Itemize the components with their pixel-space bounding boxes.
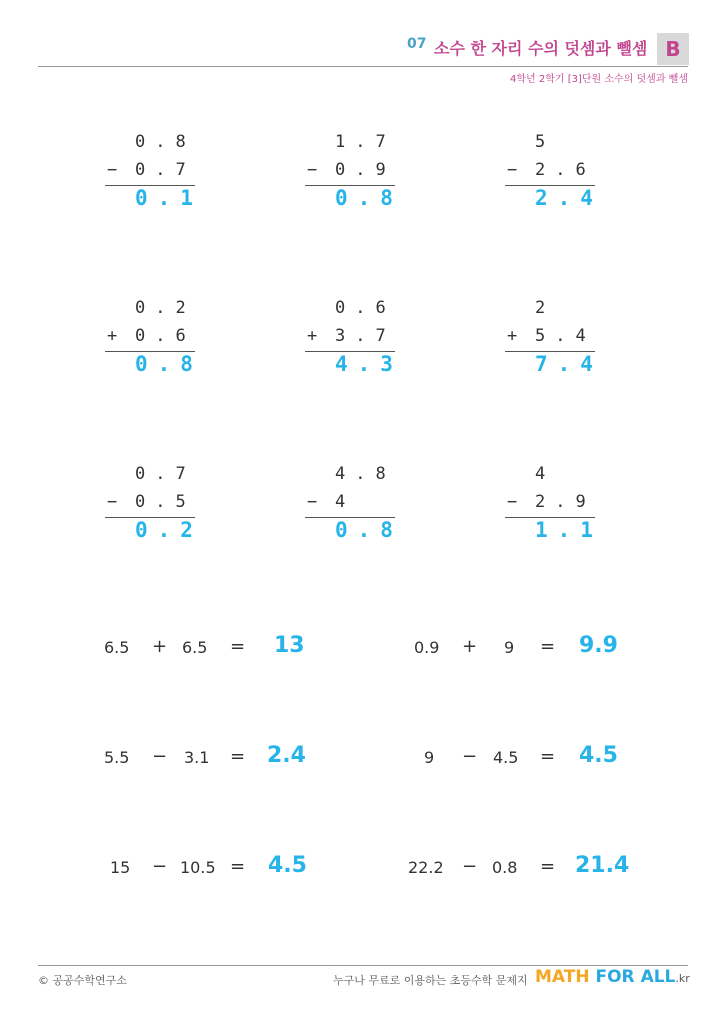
- operator: +: [462, 636, 478, 657]
- vertical-problem-6: [505, 298, 615, 378]
- operator: −: [107, 492, 118, 512]
- vertical-problem-2: [305, 132, 415, 212]
- answer: 2.4: [535, 186, 603, 210]
- first-number: 22.2: [408, 858, 444, 877]
- top-number: 4.8: [335, 464, 396, 484]
- vertical-problem-7: [105, 464, 215, 544]
- operator: −: [507, 160, 518, 180]
- answer: 1.1: [535, 518, 603, 542]
- copyright: © 공공수학연구소: [38, 974, 127, 987]
- vertical-problem-3: [505, 132, 615, 212]
- first-number: 6.5: [104, 638, 130, 657]
- equals-sign: =: [230, 636, 246, 657]
- operator: +: [307, 326, 318, 346]
- answer: 0.1: [135, 186, 203, 210]
- horizontal-problem-6: [408, 852, 648, 882]
- operator: +: [107, 326, 118, 346]
- horizontal-problem-5: [104, 852, 344, 882]
- operator: −: [507, 492, 518, 512]
- equals-sign: =: [230, 856, 246, 877]
- equals-sign: =: [540, 856, 556, 877]
- bottom-number: 4: [335, 492, 356, 512]
- answer: 0.8: [135, 352, 203, 376]
- answer: 0.8: [335, 186, 403, 210]
- answer: 0.8: [335, 518, 403, 542]
- equals-sign: =: [540, 636, 556, 657]
- first-number: 9: [424, 748, 435, 767]
- operator: −: [152, 856, 168, 877]
- top-number: 0.6: [335, 298, 396, 318]
- bottom-number: 2.6: [535, 160, 596, 180]
- operator: −: [462, 856, 478, 877]
- answer: 9.9: [579, 633, 618, 658]
- first-number: 0.9: [414, 638, 440, 657]
- operator: −: [307, 160, 318, 180]
- equals-sign: =: [540, 746, 556, 767]
- bottom-number: 3.7: [335, 326, 396, 346]
- vertical-problem-4: [105, 298, 215, 378]
- horizontal-problem-1: [104, 632, 344, 662]
- second-number: 0.8: [492, 858, 518, 877]
- top-number: 1.7: [335, 132, 396, 152]
- answer: 4.5: [579, 743, 618, 768]
- second-number: 6.5: [182, 638, 208, 657]
- equals-sign: =: [230, 746, 246, 767]
- bottom-number: 0.9: [335, 160, 396, 180]
- second-number: 10.5: [180, 858, 216, 877]
- second-number: 3.1: [184, 748, 210, 767]
- bottom-number: 2.9: [535, 492, 596, 512]
- bottom-number: 0.6: [135, 326, 196, 346]
- brand-kr: .kr: [675, 972, 690, 985]
- top-number: 2: [535, 298, 556, 318]
- answer: 0.2: [135, 518, 203, 542]
- answer: 2.4: [267, 743, 306, 768]
- vertical-problem-9: [505, 464, 615, 544]
- vertical-problem-8: [305, 464, 415, 544]
- footer-divider: [38, 965, 688, 966]
- page-title: 소수 한 자리 수의 덧셈과 뺄셈: [434, 39, 648, 58]
- bottom-number: 0.5: [135, 492, 196, 512]
- answer: 21.4: [575, 853, 630, 878]
- top-number: 0.7: [135, 464, 196, 484]
- operator: −: [462, 746, 478, 767]
- bottom-number: 5.4: [535, 326, 596, 346]
- operator: +: [152, 636, 168, 657]
- brand-for-all: FOR ALL: [589, 967, 676, 987]
- footer-tagline: 누구나 무료로 이용하는 초등수학 문제지: [333, 974, 528, 987]
- top-number: 0.8: [135, 132, 196, 152]
- header-divider: [38, 66, 688, 67]
- operator: −: [107, 160, 118, 180]
- answer: 4.3: [335, 352, 403, 376]
- answer: 4.5: [268, 853, 307, 878]
- brand-math: MATH: [535, 967, 590, 987]
- operator: −: [307, 492, 318, 512]
- operator: +: [507, 326, 518, 346]
- vertical-problem-1: [105, 132, 215, 212]
- horizontal-problem-2: [414, 632, 654, 662]
- answer: 13: [274, 633, 305, 658]
- first-number: 5.5: [104, 748, 130, 767]
- brand-logo: [535, 967, 690, 987]
- horizontal-problem-4: [414, 742, 654, 772]
- bottom-number: 0.7: [135, 160, 196, 180]
- operator: −: [152, 746, 168, 767]
- answer: 7.4: [535, 352, 603, 376]
- unit-number: 07: [407, 36, 427, 52]
- horizontal-problem-3: [104, 742, 344, 772]
- top-number: 4: [535, 464, 556, 484]
- page-subtitle: 4학년 2학기 [3]단원 소수의 덧셈과 뺄셈: [509, 74, 688, 85]
- vertical-problem-5: [305, 298, 415, 378]
- level-badge: B: [657, 33, 689, 65]
- top-number: 5: [535, 132, 556, 152]
- second-number: 4.5: [493, 748, 519, 767]
- first-number: 15: [110, 858, 131, 877]
- top-number: 0.2: [135, 298, 196, 318]
- second-number: 9: [504, 638, 515, 657]
